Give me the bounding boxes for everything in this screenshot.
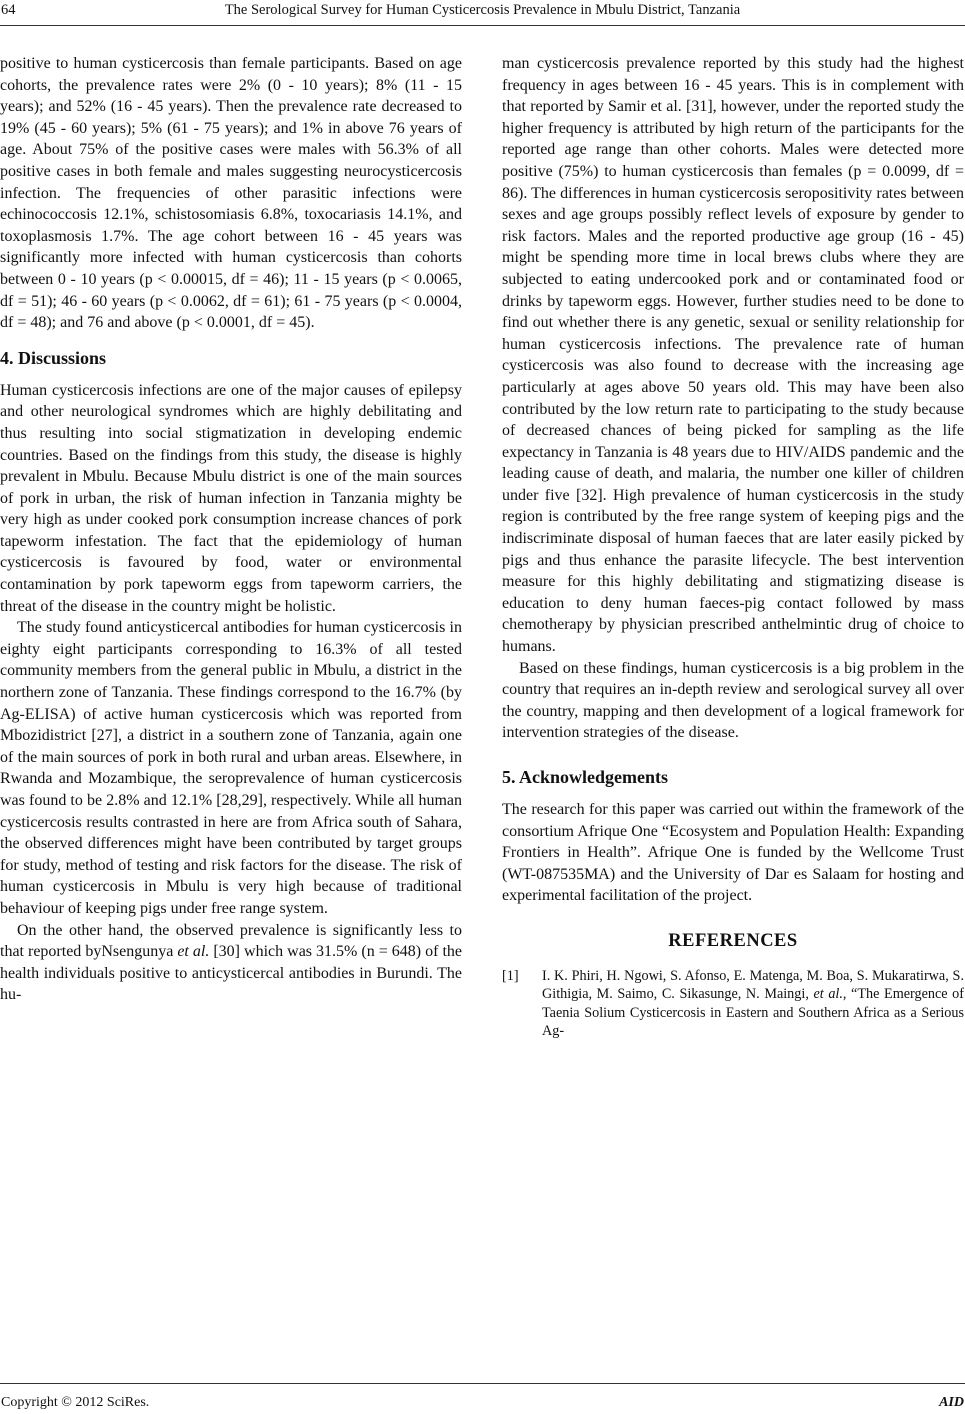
reference-text-a: I. K. Phiri, H. Ngowi, S. Afonso, E. Matenga, M. Boa, S. Mukaratirwa, S. Githigia, M. Saimo, C. Sikasunge, N. Maingi, (542, 967, 964, 1003)
acknowledgements-paragraph: The research for this paper was carried out within the framework of the consortium Afrique One “Ecosystem and Population Health: Expanding Frontiers in Health”. Afrique One is funded by the Wellcome Trust (WT-087535MA) and the University of Dar es Salaam for hosting and experimental facilitation of the project. (502, 801, 964, 905)
footer-rule (0, 1383, 965, 1384)
right-column (502, 53, 964, 1041)
conclusion-paragraph: Based on these findings, human cysticercosis is a big problem in the country that requires an in-depth review and serological survey all over the country, mapping and then development of a logical framework for intervention strategies of the disease. (502, 659, 964, 742)
results-paragraph: positive to human cysticercosis than female participants. Based on age cohorts, the prevalence rates were 2% (0 - 10 years); 8% (11 - 15 years); and 52% (16 - 45 years). Then the prevalence rate decreased to 19% (45 - 60 years); 5% (61 - 75 years); and 1% in above 76 years of age. About 75% of the positive cases were males with 56.3% of all positive cases in both female and males suggesting neurocysticercosis infection. The frequencies of other parasitic infections were echinococcosis 12.1%, schistosomiasis 6.8%, toxocariasis 14.1%, and toxoplasmosis 1.7%. The age cohort between 16 - 45 years was significantly more infected with human cysticercosis than cohorts between 0 - 10 years (p < 0.00015, df = 46); 11 - 15 years (p < 0.0065, df = 51); 46 - 60 years (p < 0.0062, df = 61); 61 - 75 years (p < 0.0004, df = 48); and 76 and above (p < 0.0001, df = 45). (0, 55, 462, 332)
journal-abbreviation: AID (939, 1395, 964, 1410)
running-title: The Serological Survey for Human Cysticercosis Prevalence in Mbulu District, Tanzania (224, 2, 741, 18)
discussion-paragraph-3-etal: et al. (177, 943, 210, 961)
reference-number: [1] (502, 967, 519, 984)
running-header (0, 0, 965, 31)
discussion-paragraph-3-text-b: [30] which was 31.5% (n = 648) of the health individuals positive to anticysticercal antibodies in Burundi. The hu- (0, 943, 462, 1004)
acknowledgements-heading: 5. Acknowledgements (502, 767, 668, 787)
header-rule (0, 25, 965, 26)
reference-text (542, 967, 964, 1041)
reference-entry (502, 967, 964, 1041)
discussion-paragraph-3-text-a: On the other hand, the observed prevalence is significantly less to that reported byNsengunya (0, 921, 462, 961)
page-footer (0, 1383, 965, 1414)
discussion-paragraph-3 (0, 920, 462, 1006)
discussion-paragraph-1: Human cysticercosis infections are one of the major causes of epilepsy and other neurological syndromes which are highly debilitating and thus resulting into social stigmatization in developing endemic countries. Based on the findings from this study, the disease is highly prevalent in Mbulu. Because Mbulu district is one of the main sources of pork in urban, the risk of human infection in Tanzania mighty be very high as under cooked pork consumption increase chances of pork tapeworm infestation. The fact that the epidemiology of human cysticercosis is favoured by food, water or environmental contamination by pork tapeworm eggs from tapeworm carriers, the threat of the disease in the country might be holistic. (0, 381, 462, 615)
copyright-notice: Copyright © 2012 SciRes. (1, 1395, 150, 1410)
discussion-paragraph-2: The study found anticysticercal antibodies for human cysticercosis in eighty eight participants corresponding to 16.3% of all tested community members from the general public in Mbulu, a district in the northern zone of Tanzania. These findings correspond to the 16.7% (by Ag-ELISA) of active human cysticercosis which was reported from Mbozidistrict [27], a district in a southern zone of Tanzania, again one of the main sources of pork in both rural and urban areas. Elsewhere, in Rwanda and Mozambique, the seroprevalence of human cysticercosis was found to be 2.8% and 12.1% [28,29], respectively. While all human cysticercosis results contrasted in here are from Africa south of Sahara, the observed differences might have been contributed by target groups for study, method of testing and risk factors for the disease. The risk of human cysticercosis in Mbulu is very high because of traditional behaviour of keeping pigs under free range system. (0, 619, 462, 917)
references-heading: REFERENCES (668, 930, 798, 951)
discussions-heading: 4. Discussions (0, 347, 107, 368)
left-column (0, 53, 462, 1006)
page-number: 64 (1, 2, 16, 18)
reference-etal: et al. (813, 986, 843, 1003)
reference-text-b: , “The Emergence of Taenia Solium Cysticercosis in Eastern and Southern Africa as a Serious Ag- (542, 986, 964, 1040)
discussion-continued-paragraph: man cysticercosis prevalence reported by this study had the highest frequency in ages between 16 - 45 years. This is in complement with that reported by Samir et al. [31], however, under the reported study the higher frequency is attributed by high return of the participants for the reported age range than other cohorts. Males were detected more positive (75%) to human cysticercosis than females (p = 0.0099, df = 86). The differences in human cysticercosis seropositivity rates between sexes and age groups possibly reflect levels of exposure by gender to risk factors. Males and the reported productive age group (16 - 45) might be spending more time in local brews clubs where they are subjected to eating undercooked pork and or contaminated food or drinks by tapeworm eggs. However, further studies need to be done to find out whether there is any genetic, sexual or senility relationship for human cysticercosis infections. The prevalence rate of human cysticercosis was also found to decrease with the increasing age particularly at ages above 50 years old. This may have been also contributed by the low return rate to participating to the study because of decreased chances of being picked for sampling as the life expectancy in Tanzania is 48 years due to HIV/AIDS pandemic and the leading cause of death, and malaria, the number one killer of children under five [32]. High prevalence of human cysticercosis in the study region is contributed by the free range system of keeping pigs and the indiscriminate disposal of human faeces that are later easily picked by pigs and thus enhance the parasite lifecycle. The best intervention measure for this highly debilitating and stigmatizing disease is education to deny human faeces-pig contact followed by mass chemotherapy by physician prescribed anthelmintic drug of choice to humans. (502, 55, 964, 656)
